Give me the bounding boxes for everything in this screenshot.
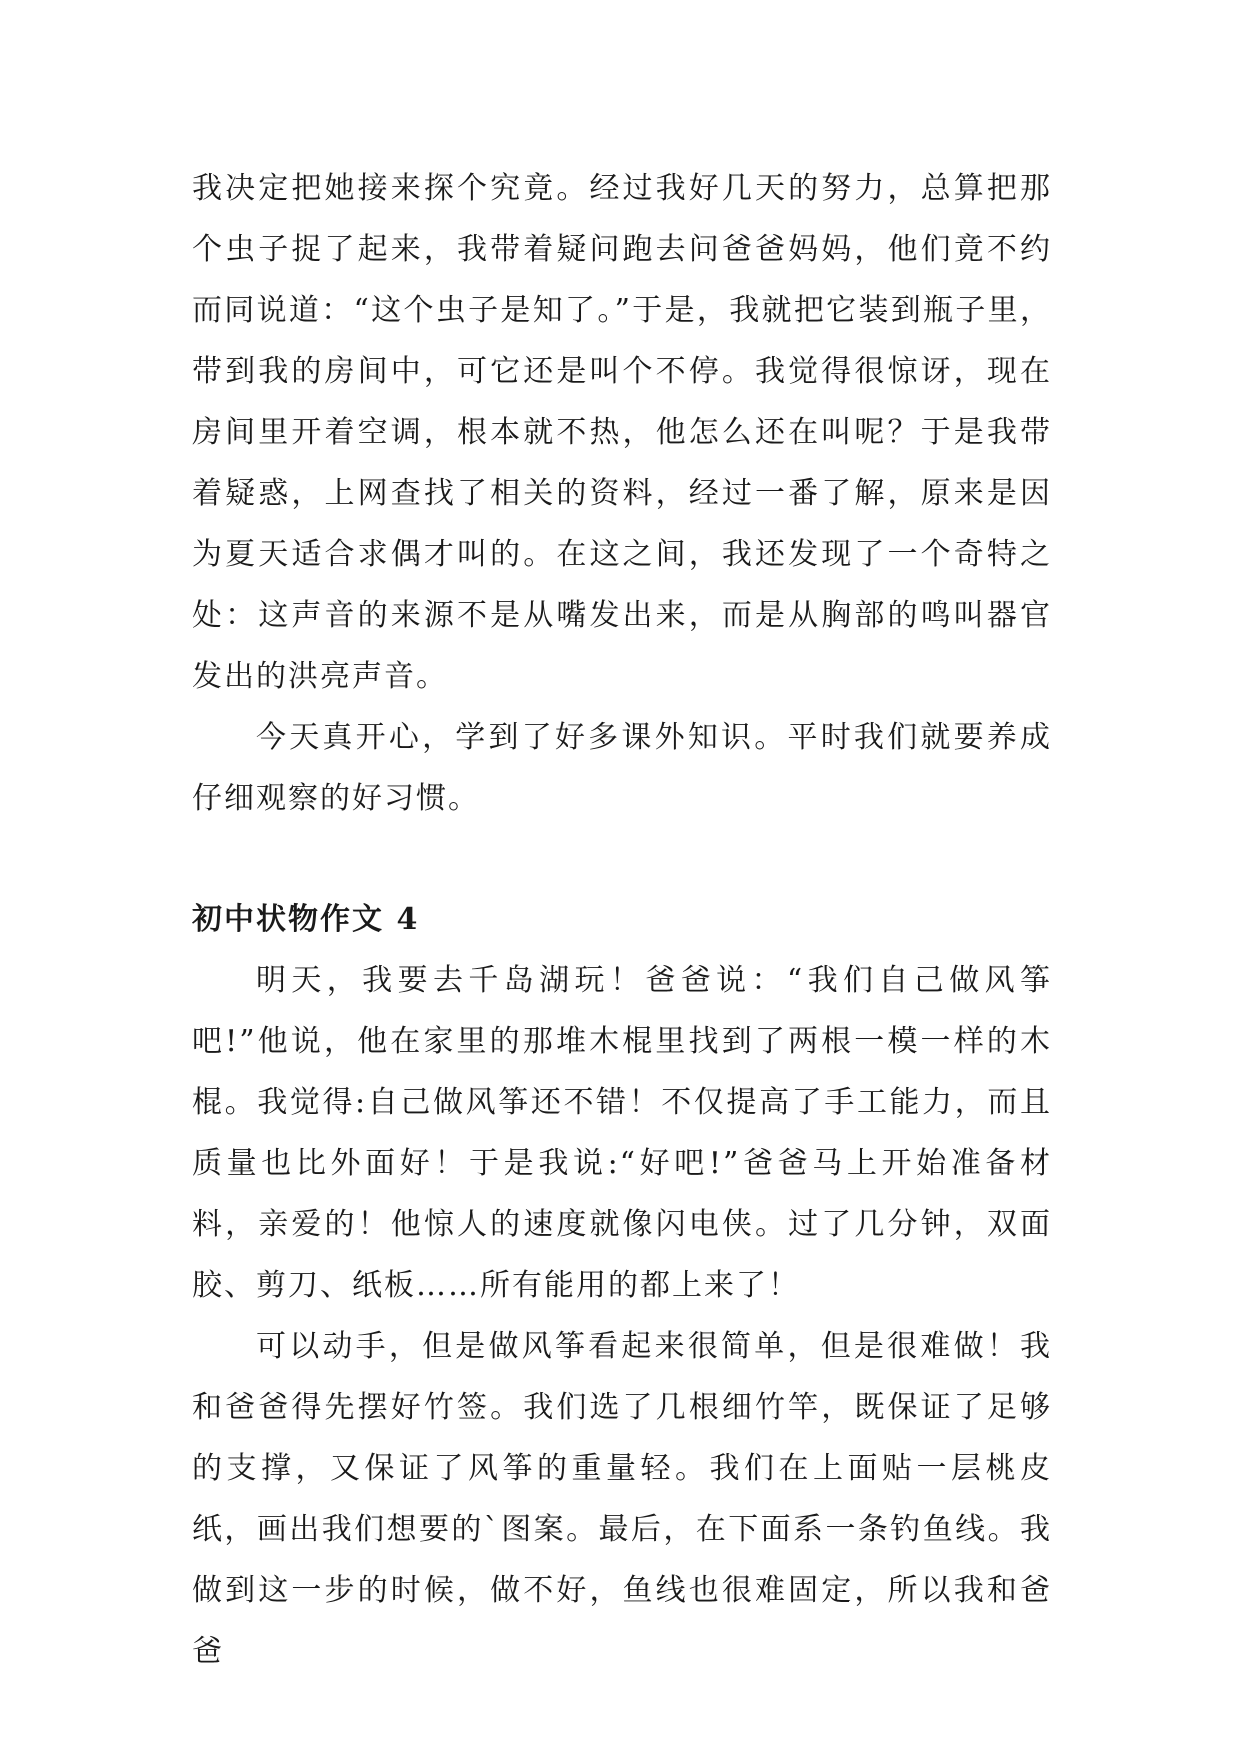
- paragraph-kite-making: 可以动手，但是做风筝看起来很简单，但是很难做！我和爸爸得先摆好竹签。我们选了几根细竹竿，既保证了足够的支撑，又保证了风筝的重量轻。我们在上面贴一层桃皮纸，画出我们想要的`图案。最后，在下面系一条钓鱼线。我做到这一步的时候，做不好，鱼线也很难固定，所以我和爸爸: [192, 1329, 1052, 1669]
- section-title: 初中状物作文 4: [192, 902, 420, 937]
- paragraph-kite-intro: 明天，我要去千岛湖玩！爸爸说：“我们自己做风筝吧!”他说，他在家里的那堆木棍里找到了两根一模一样的木棍。我觉得:自己做风筝还不错！不仅提高了手工能力，而且质量也比外面好！于是我说:“好吧!”爸爸马上开始准备材料，亲爱的！他惊人的速度就像闪电侠。过了几分钟，双面胶、剪刀、纸板……所有能用的都上来了！: [192, 963, 1052, 1303]
- document-body: [192, 158, 1052, 1682]
- paragraph-cicada-observation: 我决定把她接来探个究竟。经过我好几天的努力，总算把那个虫子捉了起来，我带着疑问跑去问爸爸妈妈，他们竟不约而同说道：“这个虫子是知了。”于是，我就把它装到瓶子里，带到我的房间中，可它还是叫个不停。我觉得很惊讶，现在房间里开着空调，根本就不热，他怎么还在叫呢？于是我带着疑惑，上网查找了相关的资料，经过一番了解，原来是因为夏天适合求偶才叫的。在这之间，我还发现了一个奇特之处：这声音的来源不是从嘴发出来，而是从胸部的鸣叫器官发出的洪亮声音。: [192, 171, 1052, 694]
- paragraph-conclusion: 今天真开心，学到了好多课外知识。平时我们就要养成仔细观察的好习惯。: [192, 720, 1052, 816]
